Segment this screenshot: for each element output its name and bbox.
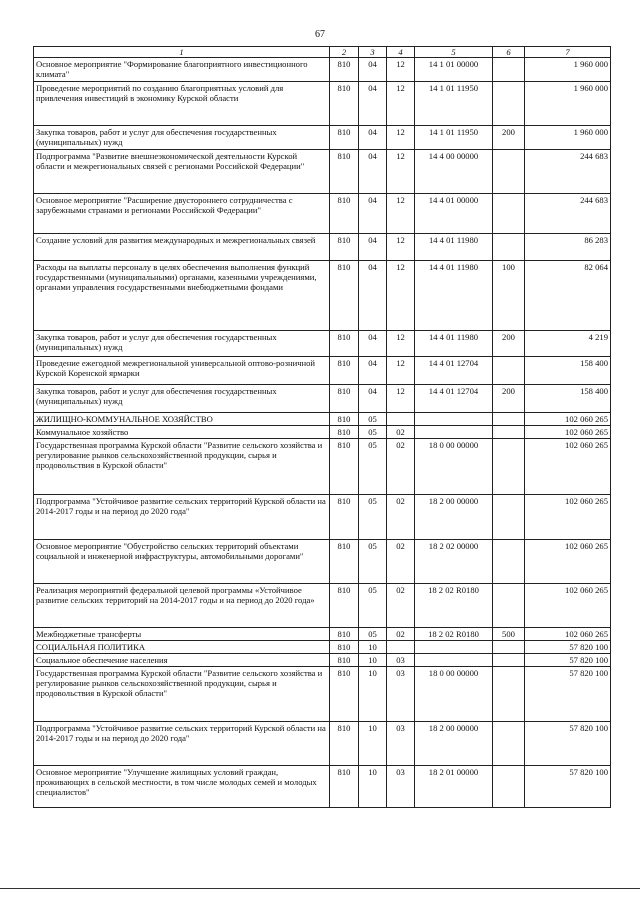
row-vr bbox=[493, 426, 525, 439]
row-sum: 158 400 bbox=[525, 357, 611, 385]
row-sum: 57 820 100 bbox=[525, 766, 611, 808]
row-csr bbox=[415, 654, 493, 667]
row-rz: 04 bbox=[359, 331, 387, 357]
row-rz: 04 bbox=[359, 82, 387, 126]
row-name: Основное мероприятие "Обустройство сельских территорий объектами социальной и инженерной инфраструктуры, автомобильными дорогами" bbox=[34, 540, 330, 584]
row-vr: 200 bbox=[493, 385, 525, 413]
row-vr bbox=[493, 654, 525, 667]
row-csr: 14 1 01 00000 bbox=[415, 58, 493, 82]
row-pr: 02 bbox=[387, 540, 415, 584]
table-row bbox=[34, 722, 611, 766]
row-gr: 810 bbox=[330, 194, 359, 234]
row-rz: 05 bbox=[359, 540, 387, 584]
row-gr: 810 bbox=[330, 357, 359, 385]
row-pr: 12 bbox=[387, 385, 415, 413]
row-sum: 244 683 bbox=[525, 150, 611, 194]
row-csr: 18 2 01 00000 bbox=[415, 766, 493, 808]
table-row bbox=[34, 234, 611, 261]
row-sum: 4 219 bbox=[525, 331, 611, 357]
table-row bbox=[34, 194, 611, 234]
row-csr: 14 4 01 11980 bbox=[415, 331, 493, 357]
row-rz: 05 bbox=[359, 628, 387, 641]
row-rz: 05 bbox=[359, 495, 387, 540]
table-row bbox=[34, 331, 611, 357]
column-header: 1 bbox=[34, 47, 330, 58]
row-csr: 18 0 00 00000 bbox=[415, 439, 493, 495]
row-gr: 810 bbox=[330, 439, 359, 495]
row-vr bbox=[493, 540, 525, 584]
row-gr: 810 bbox=[330, 722, 359, 766]
table-row bbox=[34, 495, 611, 540]
row-rz: 10 bbox=[359, 722, 387, 766]
row-pr: 03 bbox=[387, 722, 415, 766]
column-header: 3 bbox=[359, 47, 387, 58]
table-row bbox=[34, 540, 611, 584]
row-pr: 02 bbox=[387, 628, 415, 641]
row-vr bbox=[493, 495, 525, 540]
row-sum: 57 820 100 bbox=[525, 722, 611, 766]
row-sum: 82 064 bbox=[525, 261, 611, 331]
table-row bbox=[34, 439, 611, 495]
row-name: Коммунальное хозяйство bbox=[34, 426, 330, 439]
row-gr: 810 bbox=[330, 667, 359, 722]
row-pr: 12 bbox=[387, 194, 415, 234]
footer-rule bbox=[0, 888, 640, 889]
table-row bbox=[34, 766, 611, 808]
budget-table bbox=[33, 46, 611, 808]
row-csr: 14 4 00 00000 bbox=[415, 150, 493, 194]
row-csr: 14 1 01 11950 bbox=[415, 126, 493, 150]
row-rz: 05 bbox=[359, 426, 387, 439]
row-sum: 102 060 265 bbox=[525, 495, 611, 540]
row-sum: 57 820 100 bbox=[525, 654, 611, 667]
row-csr bbox=[415, 413, 493, 426]
row-csr: 14 4 01 11980 bbox=[415, 234, 493, 261]
row-csr: 14 4 01 12704 bbox=[415, 357, 493, 385]
row-vr bbox=[493, 766, 525, 808]
row-name: Закупка товаров, работ и услуг для обеспечения государственных (муниципальных) нужд bbox=[34, 331, 330, 357]
row-name: Закупка товаров, работ и услуг для обеспечения государственных (муниципальных) нужд bbox=[34, 385, 330, 413]
row-gr: 810 bbox=[330, 584, 359, 628]
row-name: Основное мероприятие "Улучшение жилищных условий граждан, проживающих в сельской местности, в том числе молодых семей и молодых специалистов" bbox=[34, 766, 330, 808]
row-name: ЖИЛИЩНО-КОММУНАЛЬНОЕ ХОЗЯЙСТВО bbox=[34, 413, 330, 426]
row-name: Государственная программа Курской области "Развитие сельского хозяйства и регулирование рынков сельскохозяйственной продукции, сырья и продовольствия в Курской области" bbox=[34, 667, 330, 722]
row-rz: 10 bbox=[359, 667, 387, 722]
row-pr: 12 bbox=[387, 331, 415, 357]
row-gr: 810 bbox=[330, 766, 359, 808]
row-rz: 05 bbox=[359, 413, 387, 426]
row-gr: 810 bbox=[330, 540, 359, 584]
table-row bbox=[34, 628, 611, 641]
row-pr: 02 bbox=[387, 495, 415, 540]
row-rz: 10 bbox=[359, 766, 387, 808]
table-row bbox=[34, 82, 611, 126]
row-pr: 02 bbox=[387, 426, 415, 439]
row-sum: 102 060 265 bbox=[525, 628, 611, 641]
row-csr: 18 2 02 R0180 bbox=[415, 628, 493, 641]
row-sum: 102 060 265 bbox=[525, 540, 611, 584]
row-rz: 04 bbox=[359, 58, 387, 82]
row-sum: 86 283 bbox=[525, 234, 611, 261]
table-row bbox=[34, 150, 611, 194]
row-vr bbox=[493, 641, 525, 654]
row-rz: 04 bbox=[359, 194, 387, 234]
row-vr: 200 bbox=[493, 126, 525, 150]
row-csr: 14 4 01 00000 bbox=[415, 194, 493, 234]
row-vr bbox=[493, 58, 525, 82]
row-csr: 18 0 00 00000 bbox=[415, 667, 493, 722]
row-pr bbox=[387, 641, 415, 654]
row-name: Подпрограмма "Развитие внешнеэкономической деятельности Курской области и межрегиональных связей с регионами Российской Федерации" bbox=[34, 150, 330, 194]
row-vr bbox=[493, 584, 525, 628]
row-pr: 03 bbox=[387, 667, 415, 722]
row-pr: 12 bbox=[387, 261, 415, 331]
row-name: Проведение мероприятий по созданию благоприятных условий для привлечения инвестиций в экономику Курской области bbox=[34, 82, 330, 126]
table-row bbox=[34, 357, 611, 385]
row-name: Проведение ежегодной межрегиональной универсальной оптово-розничной Курской Коренской ярмарки bbox=[34, 357, 330, 385]
row-pr: 12 bbox=[387, 234, 415, 261]
page-number: 67 bbox=[315, 29, 325, 40]
column-header: 7 bbox=[525, 47, 611, 58]
row-pr: 12 bbox=[387, 357, 415, 385]
row-csr bbox=[415, 426, 493, 439]
row-rz: 04 bbox=[359, 261, 387, 331]
row-gr: 810 bbox=[330, 495, 359, 540]
row-sum: 57 820 100 bbox=[525, 667, 611, 722]
row-pr: 12 bbox=[387, 58, 415, 82]
row-vr bbox=[493, 413, 525, 426]
row-gr: 810 bbox=[330, 413, 359, 426]
row-vr bbox=[493, 357, 525, 385]
row-gr: 810 bbox=[330, 261, 359, 331]
row-pr: 03 bbox=[387, 766, 415, 808]
row-name: Основное мероприятие "Расширение двустороннего сотрудничества с зарубежными странами и регионами Российской Федерации" bbox=[34, 194, 330, 234]
row-csr: 18 2 02 R0180 bbox=[415, 584, 493, 628]
row-name: Межбюджетные трансферты bbox=[34, 628, 330, 641]
row-vr bbox=[493, 439, 525, 495]
row-vr bbox=[493, 82, 525, 126]
table-row bbox=[34, 654, 611, 667]
header-row bbox=[34, 47, 611, 58]
row-rz: 04 bbox=[359, 126, 387, 150]
row-vr: 100 bbox=[493, 261, 525, 331]
row-name: СОЦИАЛЬНАЯ ПОЛИТИКА bbox=[34, 641, 330, 654]
table-row bbox=[34, 385, 611, 413]
table-row bbox=[34, 261, 611, 331]
row-vr bbox=[493, 667, 525, 722]
table-row bbox=[34, 667, 611, 722]
row-rz: 04 bbox=[359, 150, 387, 194]
row-gr: 810 bbox=[330, 628, 359, 641]
row-gr: 810 bbox=[330, 82, 359, 126]
row-name: Реализация мероприятий федеральной целевой программы «Устойчивое развитие сельских территорий на 2014-2017 годы и на период до 2020 года» bbox=[34, 584, 330, 628]
row-name: Подпрограмма "Устойчивое развитие сельских территорий Курской области на 2014-2017 годы и на период до 2020 года" bbox=[34, 495, 330, 540]
row-vr bbox=[493, 722, 525, 766]
row-gr: 810 bbox=[330, 385, 359, 413]
row-sum: 102 060 265 bbox=[525, 439, 611, 495]
row-vr: 500 bbox=[493, 628, 525, 641]
row-csr: 18 2 02 00000 bbox=[415, 540, 493, 584]
row-rz: 05 bbox=[359, 584, 387, 628]
row-rz: 04 bbox=[359, 385, 387, 413]
row-csr: 18 2 00 00000 bbox=[415, 722, 493, 766]
column-header: 5 bbox=[415, 47, 493, 58]
row-gr: 810 bbox=[330, 58, 359, 82]
row-csr bbox=[415, 641, 493, 654]
row-csr: 18 2 00 00000 bbox=[415, 495, 493, 540]
row-sum: 102 060 265 bbox=[525, 413, 611, 426]
row-gr: 810 bbox=[330, 426, 359, 439]
row-sum: 57 820 100 bbox=[525, 641, 611, 654]
row-gr: 810 bbox=[330, 234, 359, 261]
row-name: Основное мероприятие "Формирование благоприятного инвестиционного климата" bbox=[34, 58, 330, 82]
row-csr: 14 4 01 12704 bbox=[415, 385, 493, 413]
row-vr bbox=[493, 194, 525, 234]
row-vr: 200 bbox=[493, 331, 525, 357]
row-gr: 810 bbox=[330, 641, 359, 654]
row-gr: 810 bbox=[330, 654, 359, 667]
row-sum: 1 960 000 bbox=[525, 126, 611, 150]
table-row bbox=[34, 58, 611, 82]
table-row bbox=[34, 126, 611, 150]
row-gr: 810 bbox=[330, 150, 359, 194]
row-name: Подпрограмма "Устойчивое развитие сельских территорий Курской области на 2014-2017 годы и на период до 2020 года" bbox=[34, 722, 330, 766]
row-name: Закупка товаров, работ и услуг для обеспечения государственных (муниципальных) нужд bbox=[34, 126, 330, 150]
row-name: Государственная программа Курской области "Развитие сельского хозяйства и регулирование рынков сельскохозяйственной продукции, сырья и продовольствия в Курской области" bbox=[34, 439, 330, 495]
row-sum: 244 683 bbox=[525, 194, 611, 234]
row-name: Создание условий для развития международных и межрегиональных связей bbox=[34, 234, 330, 261]
row-pr: 03 bbox=[387, 654, 415, 667]
row-gr: 810 bbox=[330, 331, 359, 357]
row-pr: 02 bbox=[387, 584, 415, 628]
row-name: Социальное обеспечение населения bbox=[34, 654, 330, 667]
row-sum: 158 400 bbox=[525, 385, 611, 413]
row-rz: 10 bbox=[359, 641, 387, 654]
row-name: Расходы на выплаты персоналу в целях обеспечения выполнения функций государственными (муниципальными) органами, казенными учреждениями, органами управления государственными внебюджетными фондами bbox=[34, 261, 330, 331]
row-sum: 102 060 265 bbox=[525, 584, 611, 628]
row-gr: 810 bbox=[330, 126, 359, 150]
row-vr bbox=[493, 234, 525, 261]
row-rz: 10 bbox=[359, 654, 387, 667]
row-pr: 02 bbox=[387, 439, 415, 495]
row-pr: 12 bbox=[387, 82, 415, 126]
row-pr: 12 bbox=[387, 126, 415, 150]
table-row bbox=[34, 641, 611, 654]
row-csr: 14 1 01 11950 bbox=[415, 82, 493, 126]
column-header: 6 bbox=[493, 47, 525, 58]
table-row bbox=[34, 584, 611, 628]
row-sum: 1 960 000 bbox=[525, 58, 611, 82]
row-pr: 12 bbox=[387, 150, 415, 194]
row-sum: 1 960 000 bbox=[525, 82, 611, 126]
row-csr: 14 4 01 11980 bbox=[415, 261, 493, 331]
row-sum: 102 060 265 bbox=[525, 426, 611, 439]
row-rz: 04 bbox=[359, 234, 387, 261]
row-pr bbox=[387, 413, 415, 426]
row-rz: 04 bbox=[359, 357, 387, 385]
table-row bbox=[34, 426, 611, 439]
column-header: 4 bbox=[387, 47, 415, 58]
row-rz: 05 bbox=[359, 439, 387, 495]
row-vr bbox=[493, 150, 525, 194]
column-header: 2 bbox=[330, 47, 359, 58]
table-row bbox=[34, 413, 611, 426]
